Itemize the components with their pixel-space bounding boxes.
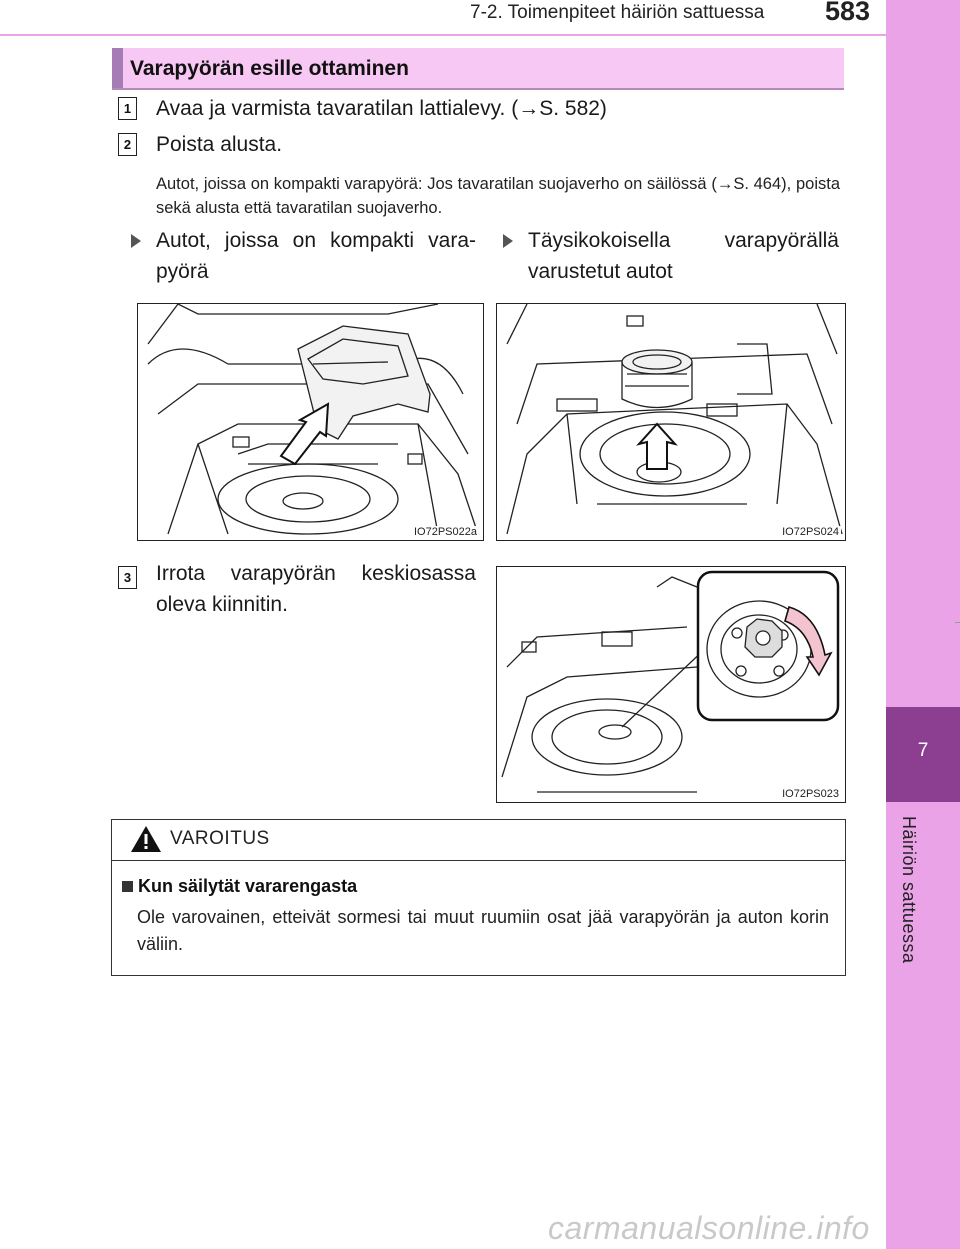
running-header-section: 7-2. Toimenpiteet häiriön sattuessa	[470, 2, 765, 23]
warning-body: Ole varovainen, etteivät sormesi tai muut ruumiin osat jää varapyörän ja auton korin väliin.	[137, 907, 829, 954]
section-heading	[112, 48, 844, 90]
step-number-2: 2	[118, 133, 137, 156]
figure-compact-spare	[137, 303, 484, 541]
watermark: carmanualsonline.info	[548, 1210, 870, 1246]
chapter-side-tab	[886, 0, 960, 1249]
spare-fastener-illustration	[497, 567, 845, 802]
step-3-text-line1: Irrota varapyörän keskiosassa	[156, 562, 476, 585]
step-number-3: 3	[118, 566, 137, 589]
variant-fullsize-heading-line2: varustetut autot	[528, 260, 673, 283]
variant-compact-heading-line2: pyörä	[156, 260, 209, 283]
step-2-text: Poista alusta.	[156, 133, 283, 156]
section-heading-bar	[112, 48, 123, 88]
page-number: 583	[825, 0, 871, 26]
variant-fullsize-heading-line1: Täysikokoisella varapyörällä	[528, 229, 839, 252]
step-1-text: Avaa ja varmista tavaratilan lattialevy. (→S. 582)	[156, 97, 607, 120]
step-3-text-line2: oleva kiinnitin.	[156, 593, 288, 616]
square-bullet-icon	[122, 881, 133, 892]
step-number-1: 1	[118, 97, 137, 120]
step-2-note: Autot, joissa on kompakti varapyörä: Jos tavaratilan suojaverho on säilössä (→S. 464), poista sekä alusta että tavaratilan suojaverho.	[156, 175, 840, 217]
warning-box	[111, 819, 846, 976]
figure-code: IO72PS022a	[414, 526, 477, 538]
figure-spare-fastener	[496, 566, 846, 803]
header-rule	[0, 34, 886, 36]
figure-code: IO72PS024	[782, 526, 839, 538]
variant-compact-heading-line1: Autot, joissa on kompakti vara-	[156, 229, 476, 252]
trunk-fullsize-illustration	[497, 304, 845, 540]
bullet-arrow-icon	[131, 234, 141, 248]
chapter-label: Häiriön sattuessa	[899, 816, 919, 964]
bullet-arrow-icon	[503, 234, 513, 248]
chapter-number: 7	[917, 740, 929, 761]
section-heading-title: Varapyörän esille ottaminen	[130, 57, 409, 80]
figure-code: IO72PS023	[782, 788, 839, 800]
margin-tick	[955, 622, 960, 623]
warning-triangle-icon	[130, 824, 162, 854]
warning-header	[112, 820, 845, 861]
trunk-compact-illustration	[138, 304, 483, 540]
warning-subtitle: Kun säilytät vararengasta	[138, 876, 358, 896]
warning-title: VAROITUS	[170, 828, 270, 849]
warning-subtitle-row	[122, 876, 357, 897]
figure-fullsize-spare	[496, 303, 846, 541]
